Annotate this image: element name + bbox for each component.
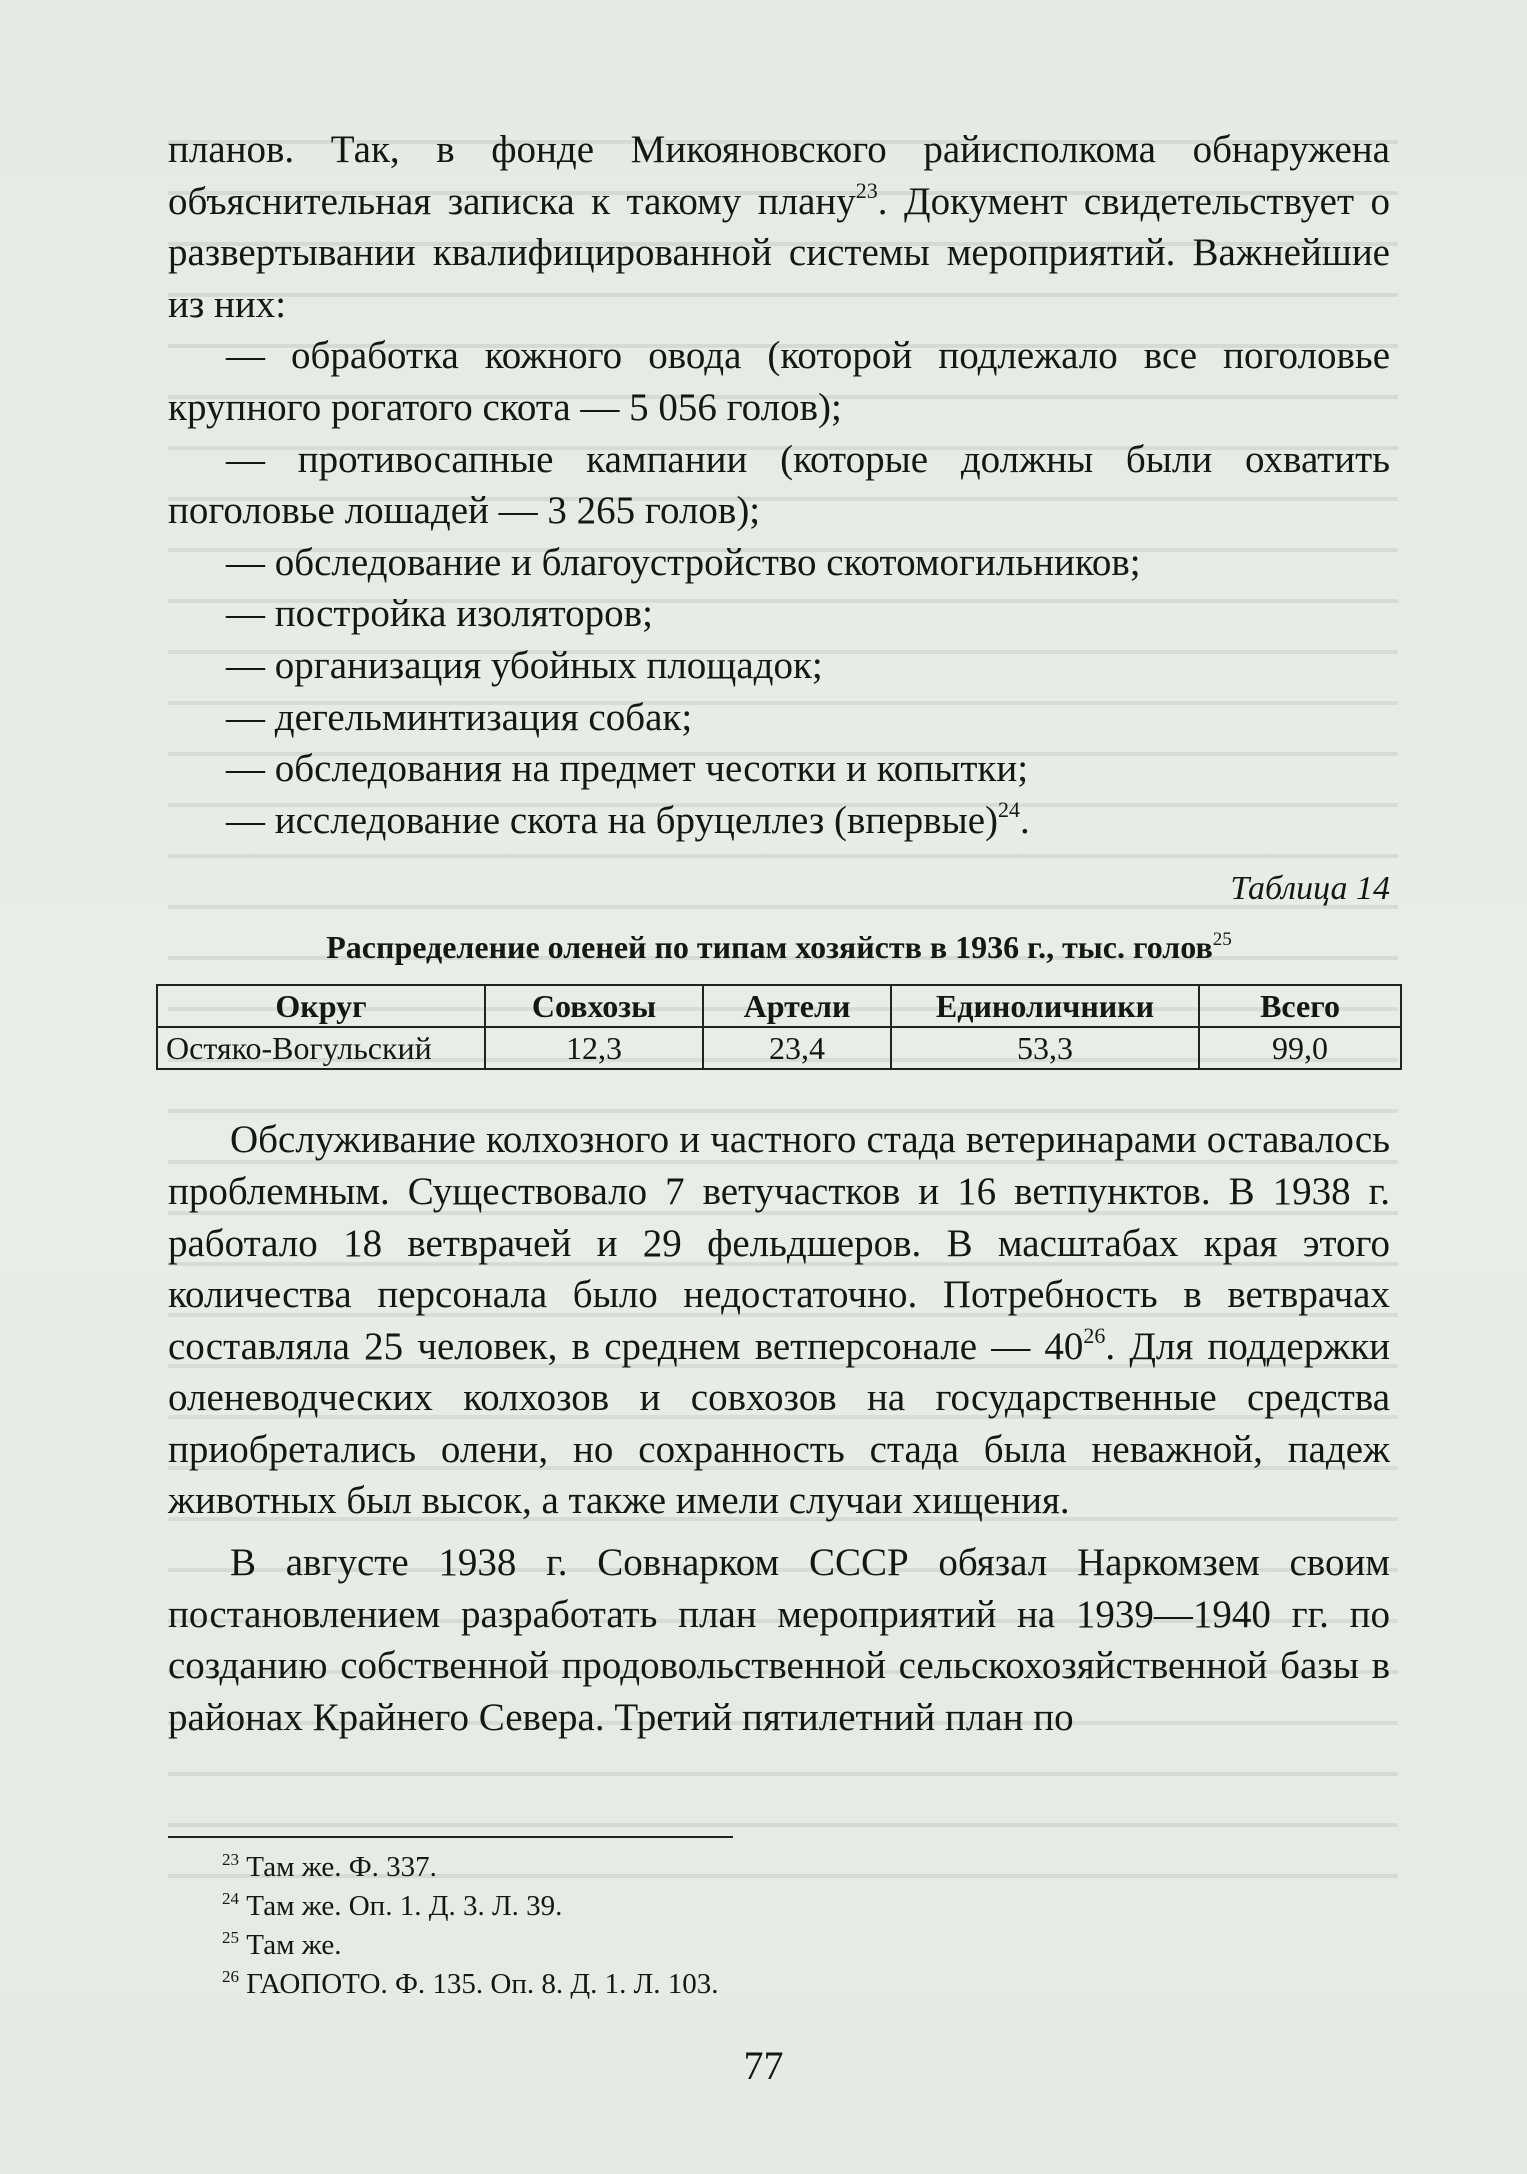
footnote: $^{26}$ ГАОПОТО. Ф. 135. Оп. 8. Д. 1. Л. 103. [222, 1967, 719, 2000]
page-number: 77 [743, 2043, 784, 2088]
footnote-ref-26: 26 [1083, 1322, 1106, 1348]
footnote-ref-23: 23 [855, 177, 878, 203]
header-sovkhozy: Совхозы [485, 985, 703, 1027]
list-item: — постройка изоляторов; [226, 592, 653, 636]
cell-arteli: 23,4 [703, 1027, 891, 1069]
cell-edinolichniki: 53,3 [891, 1027, 1199, 1069]
paragraph-2: Обслуживание колхозного и частного стада ветеринарами оставалось проблемным. Существовало 7 ветучастков и 16 ветпунктов. В 1938 г. работало 18 ветврачей и 29 фельдшеров. В масштабах края этого количества персонала было недостаточно. Потребность в ветврачах составляла 25 человек, в среднем ветперсонале — $40^{26}$. Для поддержки оленеводческих колхозов и совхозов на государственные средства приобретались олени, но сохранность стада была неважной, падеж животных был высок, а также имели случаи хищения. [168, 1118, 1391, 1523]
table-caption: Таблица 14 [1230, 870, 1390, 908]
list-item: — обследование и благоустройство скотомогильников; [226, 540, 1141, 584]
table-row [157, 1027, 1401, 1069]
list-item: — обследования на предмет чесотки и копытки; [226, 747, 1029, 791]
footnote: $^{23}$ Там же. Ф. 337. [222, 1850, 437, 1883]
footnote-separator [168, 1836, 733, 1838]
main-text [168, 124, 1390, 1743]
table-title: Распределение оленей по типам хозяйств в 1936 г., тыс. голов$^{25}$ [326, 929, 1232, 966]
footnote-ref-25: 25 [1212, 929, 1232, 951]
footnotes [222, 1848, 719, 2004]
paragraph-3: В августе 1938 г. Совнарком СССР обязал Наркомзем своим постановлением разработать план мероприятий на 1939—1940 гг. по созданию собственной продовольственной сельскохозяйственной базы в районах Крайнего Севера. Третий пятилетний план по [168, 1541, 1390, 1739]
reindeer-table [156, 984, 1402, 1070]
header-vsego: Всего [1199, 985, 1401, 1027]
cell-vsego: 99,0 [1199, 1027, 1401, 1069]
header-okrug: Округ [157, 985, 485, 1027]
list-item: — дегельминтизация собак; [226, 695, 693, 739]
list-item: — организация убойных площадок; [226, 643, 823, 687]
header-edinolichniki: Единоличники [891, 985, 1199, 1027]
list-item: — обработка кожного овода (которой подлежало все поголовье крупного рогатого скота — 5 056 голов); [168, 334, 1390, 429]
list-item: — исследование скота на бруцеллез (впервые)$^{24}$. [226, 796, 1030, 842]
footnote: $^{24}$ Там же. Оп. 1. Д. 3. Л. 39. [222, 1889, 563, 1922]
list-item: — противосапные кампании (которые должны были охватить поголовье лошадей — 3 265 голов); [168, 437, 1390, 533]
header-arteli: Артели [703, 985, 891, 1027]
table-header-row [157, 985, 1401, 1027]
cell-okrug: Остяко-Вогульский [157, 1027, 485, 1069]
cell-sovkhozy: 12,3 [485, 1027, 703, 1069]
footnote: $^{25}$ Там же. [222, 1928, 342, 1961]
footnote-ref-24: 24 [998, 796, 1021, 822]
paragraph-1: планов. Так, в фонде Микояновского райисполкома обнаружена объяснительная записка к такому плану$^{23}$. Документ свидетельствует о развертывании квалифицированной системы мероприятий. Важнейшие из них: [168, 128, 1390, 326]
